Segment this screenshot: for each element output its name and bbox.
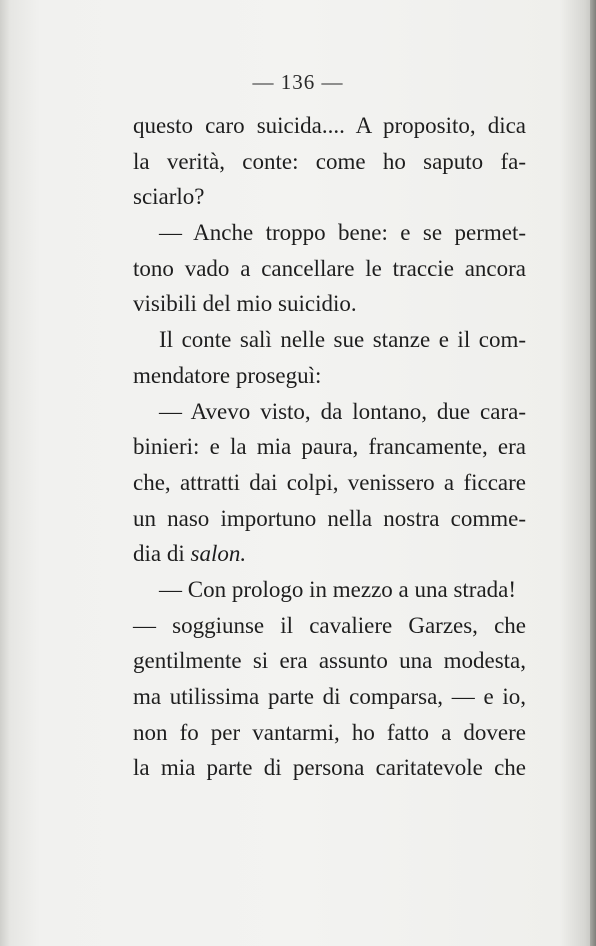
- text-line: [133, 536, 526, 572]
- text-line: — soggiunse il cavaliere Garzes, che: [133, 612, 526, 638]
- text-line: visibili del mio suicidio.: [133, 291, 357, 317]
- text-line: la mia parte di persona caritatevole che: [133, 755, 526, 781]
- text-line: la verità, conte: come ho saputo fa-: [133, 148, 526, 174]
- text-line-start: dia di: [133, 541, 185, 567]
- text-line: — Con prologo in mezzo a una strada!: [159, 576, 517, 602]
- text-line: mendatore proseguì:: [133, 362, 322, 388]
- page-edge: [590, 0, 596, 946]
- text-line: — Avevo visto, da lontano, due cara-: [159, 398, 526, 424]
- text-line: sciarlo?: [133, 184, 205, 210]
- body-text: [133, 108, 526, 786]
- text-line: binieri: e la mia paura, francamente, era: [133, 434, 526, 460]
- italic-word: salon.: [190, 541, 247, 567]
- text-line: che, attratti dai colpi, venissero a ficcare: [133, 469, 526, 495]
- text-line: un naso importuno nella nostra comme-: [133, 505, 526, 531]
- text-line: ma utilissima parte di comparsa, — e io,: [133, 684, 526, 709]
- text-line: gentilmente si era assunto una modesta,: [133, 648, 526, 674]
- text-line: tono vado a cancellare le traccie ancora: [133, 255, 526, 281]
- text-line: non fo per vantarmi, ho fatto a dovere: [133, 719, 526, 745]
- text-line: questo caro suicida.... A proposito, dica: [133, 113, 526, 138]
- text-line: Il conte salì nelle sue stanze e il com-: [159, 327, 526, 353]
- text-line: — Anche troppo bene: e se permet-: [159, 220, 526, 246]
- page-number: — 136 —: [252, 70, 344, 94]
